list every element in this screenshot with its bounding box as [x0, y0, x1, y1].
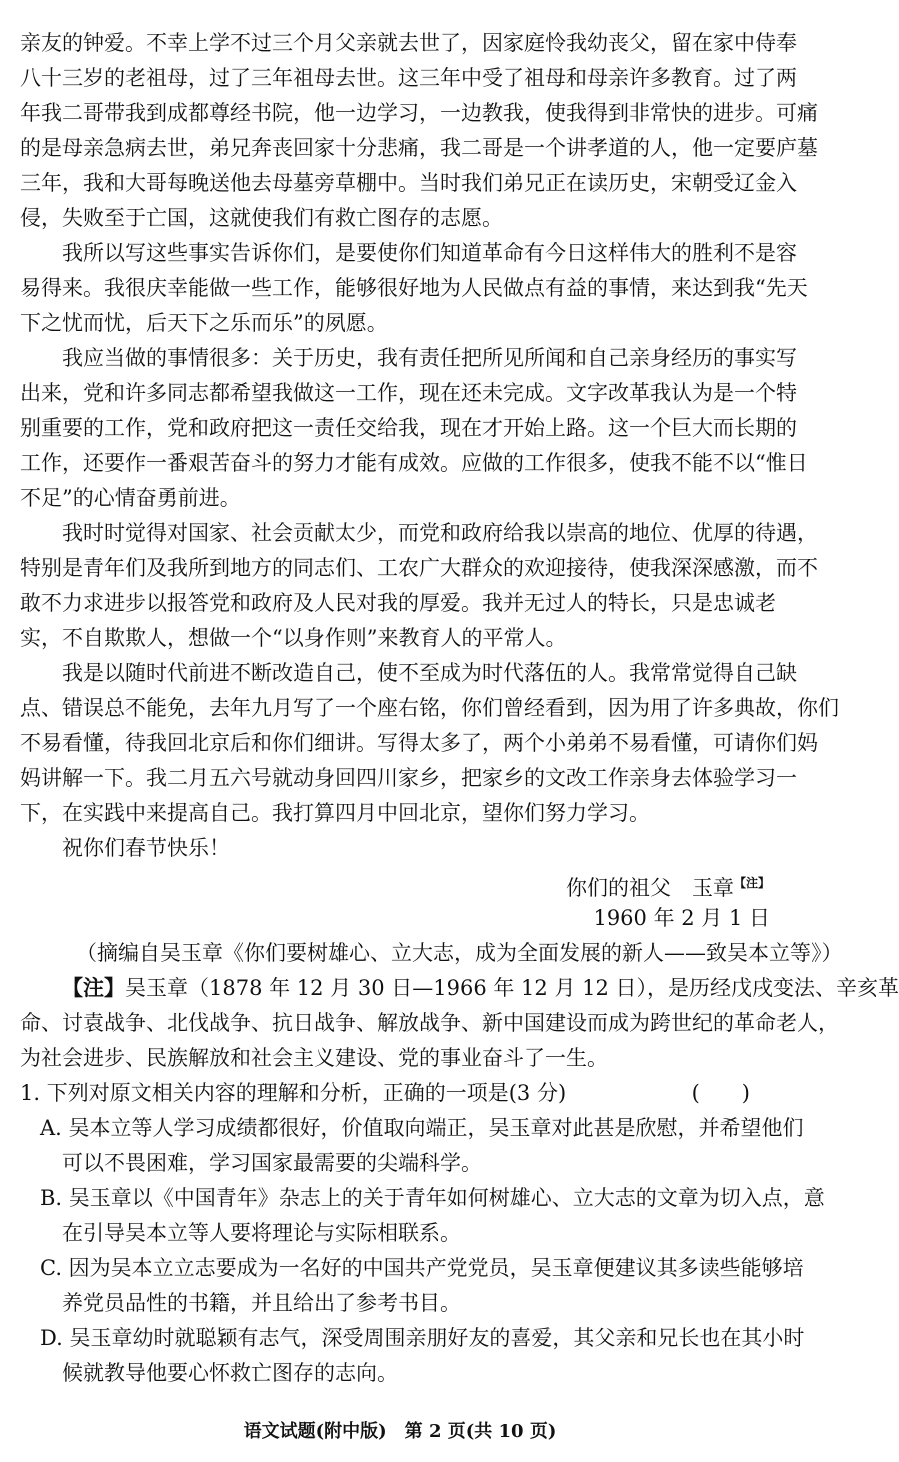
text-line: 我时时觉得对国家、社会贡献太少，而党和政府给我以崇高的地位、优厚的待遇，: [62, 521, 818, 545]
text-line: 侵，失败至于亡国，这就使我们有救亡图存的志愿。: [20, 206, 503, 230]
text-line: 下，在实践中来提高自己。我打算四月中回北京，望你们努力学习。: [20, 801, 650, 825]
option-line: 候就教导他要心怀救亡图存的志向。: [62, 1361, 398, 1385]
text-line: 别重要的工作，党和政府把这一责任交给我，现在才开始上路。这一个巨大而长期的: [20, 416, 797, 440]
signature-note-mark: 【注】: [733, 876, 770, 890]
footnote-line: 命、讨袁战争、北伐战争、抗日战争、解放战争、新中国建设而成为跨世纪的革命老人，: [20, 1011, 839, 1035]
footnote-line: [62, 970, 899, 1006]
text-line: 我是以随时代前进不断改造自己，使不至成为时代落伍的人。我常常觉得自己缺: [62, 661, 797, 685]
source-citation: （摘编自吴玉章《你们要树雄心、立大志，成为全面发展的新人——致吴本立等》）: [76, 941, 843, 965]
text-line: 我应当做的事情很多：关于历史，我有责任把所见所闻和自己亲身经历的事实写: [62, 346, 797, 370]
text-line: 出来，党和许多同志都希望我做这一工作，现在还未完成。文字改革我认为是一个特: [20, 381, 797, 405]
text-line: 实，不自欺欺人，想做一个“以身作则”来教育人的平常人。: [20, 626, 567, 650]
text-line: 不足”的心情奋勇前进。: [20, 486, 241, 510]
option-line: A. 吴本立等人学习成绩都很好，价值取向端正，吴玉章对此甚是欣慰，并希望他们: [40, 1116, 804, 1140]
option-line: C. 因为吴本立立志要成为一名好的中国共产党党员，吴玉章便建议其多读些能够培: [40, 1256, 804, 1280]
text-line: 点、错误总不能免，去年九月写了一个座右铭，你们曾经看到，因为用了许多典故，你们: [20, 696, 839, 720]
text-line: 的是母亲急病去世，弟兄奔丧回家十分悲痛，我二哥是一个讲孝道的人，他一定要庐墓: [20, 136, 818, 160]
text-line: 工作，还要作一番艰苦奋斗的努力才能有成效。应做的工作很多，使我不能不以“惟日: [20, 451, 808, 475]
text-line: 八十三岁的老祖母，过了三年祖母去世。这三年中受了祖母和母亲许多教育。过了两: [20, 66, 797, 90]
footnote-tag: 【注】: [62, 975, 125, 1000]
footnote-text: 吴玉章（1878 年 12 月 30 日—1966 年 12 月 12 日），是历经戊戌变法、辛亥革: [125, 976, 899, 1000]
text-line: 我所以写这些事实告诉你们，是要使你们知道革命有今日这样伟大的胜利不是容: [62, 241, 797, 265]
question-stem-text: 1. 下列对原文相关内容的理解和分析，正确的一项是(3 分): [20, 1081, 567, 1105]
text-line: 亲友的钟爱。不幸上学不过三个月父亲就去世了，因家庭怜我幼丧父，留在家中侍奉: [20, 31, 797, 55]
text-line: 敢不力求进步以报答党和政府及人民对我的厚爱。我并无过人的特长，只是忠诚老: [20, 591, 776, 615]
answer-blank[interactable]: ( ): [691, 1081, 750, 1105]
letter-date: 1960 年 2 月 1 日: [593, 906, 770, 930]
option-line: B. 吴玉章以《中国青年》杂志上的关于青年如何树雄心、立大志的文章为切入点，意: [40, 1186, 825, 1210]
text-line: 三年，我和大哥每晚送他去母墓旁草棚中。当时我们弟兄正在读历史，宋朝受辽金入: [20, 171, 797, 195]
question-stem: [20, 1075, 780, 1111]
text-line: 不易看懂，待我回北京后和你们细讲。写得太多了，两个小弟弟不易看懂，可请你们妈: [20, 731, 818, 755]
text-line: 特别是青年们及我所到地方的同志们、工农广大群众的欢迎接待，使我深深感激，而不: [20, 556, 818, 580]
page-footer: 语文试题(附中版) 第 2 页(共 10 页): [243, 1421, 557, 1442]
closing-greeting: 祝你们春节快乐！: [62, 836, 230, 860]
text-line: 妈讲解一下。我二月五六号就动身回四川家乡，把家乡的文改工作亲身去体验学习一: [20, 766, 797, 790]
signature-text: 你们的祖父 玉章: [565, 876, 734, 900]
option-line: 在引导吴本立等人要将理论与实际相联系。: [62, 1221, 461, 1245]
option-line: D. 吴玉章幼时就聪颖有志气，深受周围亲朋好友的喜爱，其父亲和兄长也在其小时: [40, 1326, 805, 1350]
option-line: 养党员品性的书籍，并且给出了参考书目。: [62, 1291, 461, 1315]
signature: [20, 865, 770, 901]
option-line: 可以不畏困难，学习国家最需要的尖端科学。: [62, 1151, 482, 1175]
text-line: 易得来。我很庆幸能做一些工作，能够很好地为人民做点有益的事情，来达到我“先天: [20, 276, 808, 300]
text-line: 年我二哥带我到成都尊经书院，他一边学习，一边教我，使我得到非常快的进步。可痛: [20, 101, 818, 125]
text-line: 下之忧而忧，后天下之乐而乐”的夙愿。: [20, 311, 388, 335]
footnote-line: 为社会进步、民族解放和社会主义建设、党的事业奋斗了一生。: [20, 1046, 608, 1070]
